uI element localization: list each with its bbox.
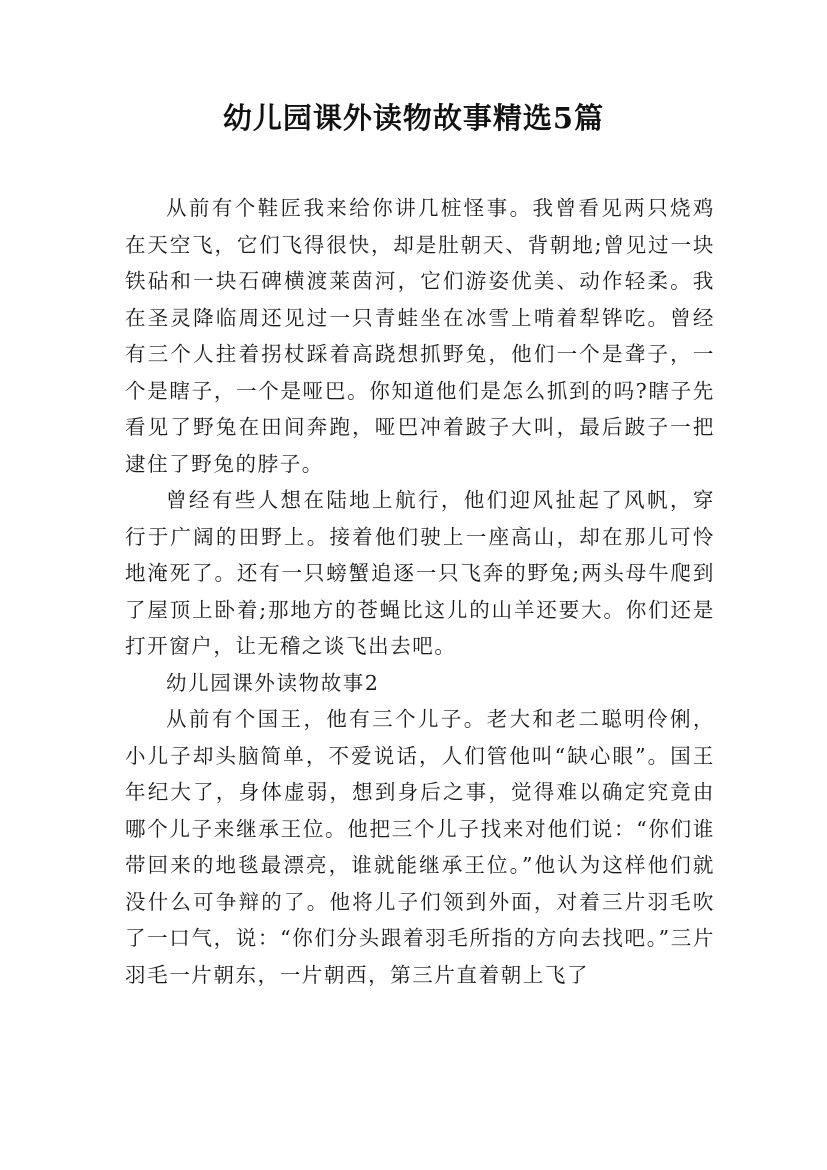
story-2-heading: 幼儿园课外读物故事2 bbox=[166, 670, 380, 695]
document-body bbox=[125, 190, 715, 993]
paragraph-2: 曾经有些人想在陆地上航行，他们迎风扯起了风帆，穿行于广阔的田野上。接着他们驶上一座高山，却在那儿可怜地淹死了。还有一只螃蟹追逐一只飞奔的野兔;两头母牛爬到了屋顶上卧着;那地方的苍蝇比这儿的山羊还要大。你们还是打开窗户，让无稽之谈飞出去吧。 bbox=[125, 488, 715, 658]
paragraph-3: 从前有个国王，他有三个儿子。老大和老二聪明伶俐，小儿子却头脑简单，不爱说话，人们管他叫“缺心眼”。国王年纪大了，身体虚弱，想到身后之事，觉得难以确定究竟由哪个儿子来继承王位。他把三个儿子找来对他们说：“你们谁带回来的地毯最漂亮，谁就能继承王位。”他认为这样他们就没什么可争辩的了。他将儿子们领到外面，对着三片羽毛吹了一口气，说：“你们分头跟着羽毛所指的方向去找吧。”三片羽毛一片朝东，一片朝西，第三片直着朝上飞了 bbox=[125, 707, 715, 987]
document-title: 幼儿园课外读物故事精选5篇 bbox=[222, 101, 605, 135]
paragraph-1: 从前有个鞋匠我来给你讲几桩怪事。我曾看见两只烧鸡在天空飞，它们飞得很快，却是肚朝天、背朝地;曾见过一块铁砧和一块石碑横渡莱茵河，它们游姿优美、动作轻柔。我在圣灵降临周还见过一只青蛙坐在冰雪上啃着犁铧吃。曾经有三个人拄着拐杖踩着高跷想抓野兔，他们一个是聋子，一个是瞎子，一个是哑巴。你知道他们是怎么抓到的吗?瞎子先看见了野兔在田间奔跑，哑巴冲着跛子大叫，最后跛子一把逮住了野兔的脖子。 bbox=[125, 196, 715, 476]
